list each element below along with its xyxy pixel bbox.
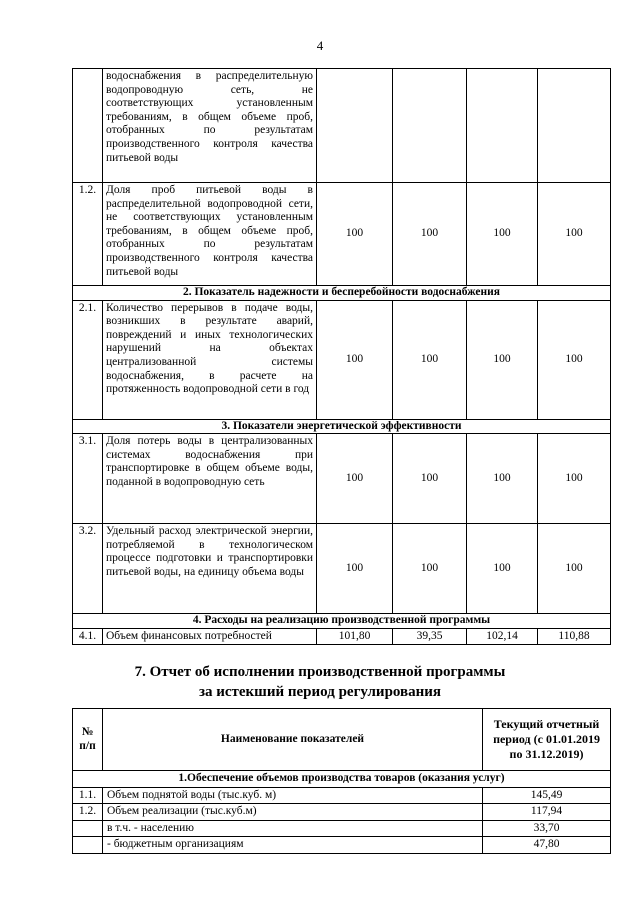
value-cell: 100 <box>393 434 467 524</box>
value-cell: 100 <box>538 183 611 286</box>
section-title: 2. Показатель надежности и бесперебойности водоснабжения <box>73 286 611 301</box>
value-cell: 100 <box>317 524 393 614</box>
row-number: 4.1. <box>73 628 103 645</box>
value-cell: 101,80 <box>317 628 393 645</box>
section-title: 1.Обеспечение объемов производства товаров (оказания услуг) <box>73 771 611 788</box>
section-row <box>73 419 611 434</box>
value-cell <box>467 69 538 183</box>
column-header-number: № п/п <box>73 709 103 771</box>
heading-line-2: за истекший период регулирования <box>198 684 442 700</box>
row-number: 3.1. <box>73 434 103 524</box>
section-row <box>73 614 611 629</box>
row-number <box>73 69 103 183</box>
row-number <box>73 837 103 854</box>
value-cell: 100 <box>317 300 393 419</box>
report-table <box>72 708 611 854</box>
table-row <box>73 837 611 854</box>
column-header-period: Текущий отчетный период (с 01.01.2019 по 31.12.2019) <box>483 709 611 771</box>
value-cell: 100 <box>538 434 611 524</box>
row-number: 1.1. <box>73 787 103 804</box>
value-cell: 100 <box>538 524 611 614</box>
row-value: 145,49 <box>483 787 611 804</box>
table-row <box>73 787 611 804</box>
row-description: Доля потерь воды в централизованных системах водоснабжения при транспортировке в общем объеме воды, поданной в водопроводную сеть <box>103 434 317 524</box>
value-cell <box>538 69 611 183</box>
table-row <box>73 628 611 645</box>
row-name: в т.ч. - населению <box>103 820 483 837</box>
row-name: Объем реализации (тыс.куб.м) <box>103 804 483 821</box>
section-title: 4. Расходы на реализацию производственной программы <box>73 614 611 629</box>
table-row <box>73 804 611 821</box>
row-description: Объем финансовых потребностей <box>103 628 317 645</box>
value-cell: 100 <box>317 183 393 286</box>
value-cell: 100 <box>467 524 538 614</box>
row-description: Количество перерывов в подаче воды, возникших в результате аварий, повреждений и иных технологических нарушений на объектах централизованной системы водоснабжения, в расчете на протяженность водопроводной сети в год <box>103 300 317 419</box>
table-row <box>73 69 611 183</box>
row-number <box>73 820 103 837</box>
value-cell <box>317 69 393 183</box>
value-cell: 39,35 <box>393 628 467 645</box>
table-row <box>73 820 611 837</box>
section-row <box>73 286 611 301</box>
value-cell: 100 <box>467 183 538 286</box>
table-row <box>73 434 611 524</box>
heading-line-1: 7. Отчет об исполнении производственной программы <box>134 664 506 680</box>
value-cell: 100 <box>467 300 538 419</box>
value-cell: 100 <box>538 300 611 419</box>
row-name: - бюджетным организациям <box>103 837 483 854</box>
value-cell: 100 <box>317 434 393 524</box>
table-header-row <box>73 709 611 771</box>
page-number: 4 <box>316 38 324 53</box>
row-name: Объем поднятой воды (тыс.куб. м) <box>103 787 483 804</box>
value-cell: 100 <box>393 300 467 419</box>
value-cell: 100 <box>393 183 467 286</box>
value-cell <box>393 69 467 183</box>
row-value: 33,70 <box>483 820 611 837</box>
indicators-table <box>72 68 611 645</box>
section-row <box>73 771 611 788</box>
row-value: 47,80 <box>483 837 611 854</box>
section-7-heading <box>0 662 640 702</box>
row-number: 3.2. <box>73 524 103 614</box>
value-cell: 102,14 <box>467 628 538 645</box>
section-title: 3. Показатели энергетической эффективности <box>73 419 611 434</box>
table-row <box>73 524 611 614</box>
row-description: Удельный расход электрической энергии, потребляемой в технологическом процессе подготовки и транспортировки питьевой воды, на единицу объема воды <box>103 524 317 614</box>
row-value: 117,94 <box>483 804 611 821</box>
value-cell: 100 <box>393 524 467 614</box>
value-cell: 100 <box>467 434 538 524</box>
row-number: 1.2. <box>73 804 103 821</box>
row-number: 2.1. <box>73 300 103 419</box>
row-description: водоснабжения в распределительную водопроводную сеть, не соответствующих установленным требованиям, в общем объеме проб, отобранных по результатам производственного контроля качества питьевой воды <box>103 69 317 183</box>
row-description: Доля проб питьевой воды в распределительной водопроводной сети, не соответствующих установленным требованиям, в общем объеме проб, отобранных по результатам производственного контроля качества питьевой воды <box>103 183 317 286</box>
row-number: 1.2. <box>73 183 103 286</box>
value-cell: 110,88 <box>538 628 611 645</box>
table-row <box>73 183 611 286</box>
table-row <box>73 300 611 419</box>
column-header-name: Наименование показателей <box>103 709 483 771</box>
